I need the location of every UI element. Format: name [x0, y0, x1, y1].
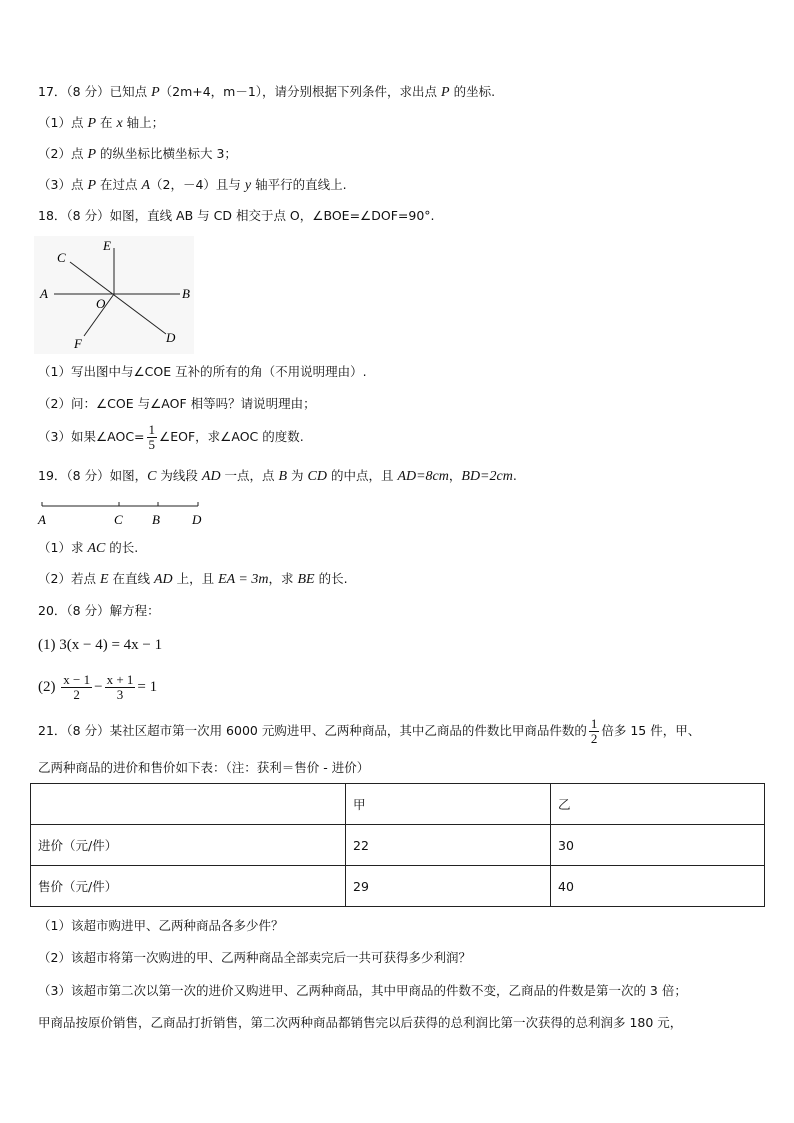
table-row — [31, 825, 765, 866]
fraction-x-plus-1-over-3: $\frac{x + 1}{3}$ — [106, 672, 134, 703]
label-c: C — [57, 250, 66, 265]
q18-stem: 18．（8 分）如图，直线 AB 与 CD 相交于点 O，∠BOE=∠DOF=90°. — [38, 208, 435, 223]
label-o: O — [96, 296, 106, 311]
fraction-x-minus-1-over-2: $\frac{x - 1}{2}$ — [63, 672, 91, 703]
q19-part1: （1）求 AC 的长. — [38, 540, 139, 556]
q19-stem: 19．（8 分）如图，C 为线段 AD 一点，点 B 为 CD 的中点，且 AD=8cm，BD=2cm. — [38, 468, 517, 484]
q17-part1: （1）点 P 在 x 轴上； — [38, 115, 165, 131]
q17-stem: 17．（8 分）已知点 P（2m+4，m－1），请分别根据下列条件，求出点 P 的坐标. — [38, 84, 496, 100]
q21-part3-line1: （3）该超市第二次以第一次的进价又购进甲、乙两种商品，其中甲商品的件数不变，乙商品的件数是第一次的 3 倍； — [38, 983, 687, 998]
table-cell: 29 — [346, 866, 551, 907]
q18-part3: （3）如果∠AOC= $\frac{1}{5}$ ∠EOF，求∠AOC 的度数. — [38, 422, 304, 452]
label-a: A — [40, 286, 48, 301]
q21-part3-line2: 甲商品按原价销售，乙商品打折销售，第二次两种商品都销售完以后获得的总利润比第一次获得的总利润多 180 元， — [38, 1015, 683, 1030]
q18-angle-figure — [34, 236, 194, 354]
price-table — [30, 783, 765, 907]
label-e: E — [103, 238, 111, 253]
q20-equation-2: (2) $\frac{x - 1}{2}$ − $\frac{x + 1}{3}$ = 1 — [38, 672, 158, 703]
table-cell: 售价（元/件） — [31, 866, 346, 907]
q21-part2: （2）该超市将第一次购进的甲、乙两种商品全部卖完后一共可获得多少利润？ — [38, 950, 471, 965]
q18-part2: （2）问：∠COE 与∠AOF 相等吗？请说明理由； — [38, 396, 316, 411]
q18-part1: （1）写出图中与∠COE 互补的所有的角（不用说明理由）. — [38, 364, 367, 379]
fraction-one-fifth: $\frac{1}{5}$ — [148, 422, 156, 452]
q20-equation-1: (1) 3(x − 4) = 4x − 1 — [38, 637, 163, 653]
table-header-cell — [31, 784, 346, 825]
table-header-cell: 甲 — [346, 784, 551, 825]
q21-stem-line2: 乙两种商品的进价和售价如下表：（注：获利＝售价 - 进价） — [38, 760, 370, 775]
label-f: F — [74, 336, 82, 351]
table-cell: 40 — [551, 866, 765, 907]
table-cell: 30 — [551, 825, 765, 866]
seg-label-a: A — [38, 512, 46, 527]
table-cell: 22 — [346, 825, 551, 866]
q17-part2: （2）点 P 的纵坐标比横坐标大 3； — [38, 146, 237, 162]
table-row — [31, 866, 765, 907]
seg-label-c: C — [114, 512, 123, 527]
label-d: D — [166, 330, 176, 345]
label-b: B — [182, 286, 190, 301]
q19-part2: （2）若点 E 在直线 AD 上，且 EA = 3m，求 BE 的长. — [38, 571, 348, 587]
table-header-row — [31, 784, 765, 825]
table-header-cell: 乙 — [551, 784, 765, 825]
seg-label-d: D — [192, 512, 202, 527]
seg-label-b: B — [152, 512, 160, 527]
q21-part1: （1）该超市购进甲、乙两种商品各多少件？ — [38, 918, 284, 933]
fraction-one-half: $\frac{1}{2}$ — [590, 716, 598, 746]
q20-stem: 20．（8 分）解方程： — [38, 603, 160, 618]
q21-stem-line1: 21．（8 分）某社区超市第一次用 6000 元购进甲、乙两种商品，其中乙商品的件数比甲商品件数的 $\frac{1}{2}$ 倍多 15 件，甲、 — [38, 716, 701, 746]
q17-part3: （3）点 P 在过点 A（2，－4）且与 y 轴平行的直线上. — [38, 177, 347, 193]
table-cell: 进价（元/件） — [31, 825, 346, 866]
q19-segment-figure — [34, 498, 214, 530]
